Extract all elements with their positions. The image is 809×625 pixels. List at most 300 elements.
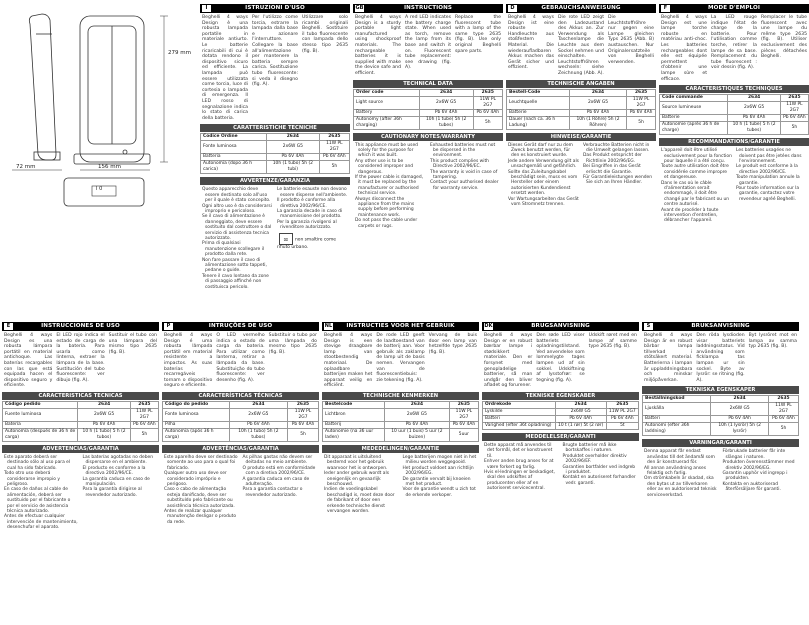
warning-item: Om strömkabeln är skadad, ska den bytas ut av tillverkaren eller av en auktoriserad teknisk serviceverkstad. bbox=[644, 476, 717, 498]
section-title: BRUKSANVISNING bbox=[691, 323, 750, 329]
warning-column bbox=[202, 187, 273, 290]
spec-row bbox=[660, 115, 809, 122]
spec-cell: 5h bbox=[288, 428, 319, 441]
warning-item: Prima di qualsiasi manutenzione scollegare il prodotto dalla rete. bbox=[202, 241, 265, 258]
spec-cell: 5h bbox=[130, 428, 158, 441]
warning-list bbox=[723, 449, 798, 492]
crossed-bin-icon: ⌧ bbox=[279, 233, 293, 245]
warning-item: Para a garantia contactar o revendedor autorizado. bbox=[242, 487, 303, 498]
warning-item: La garanzia decade in caso di manomissione del prodotto. bbox=[277, 208, 343, 220]
warning-title: MEDDELELSER/GARANTI bbox=[482, 433, 639, 441]
warning-item: Garantien bortfalder ved indgreb i produktet. bbox=[562, 464, 636, 475]
spec-cell: 2x6W G5 bbox=[728, 102, 780, 115]
warning-item: L'appareil doit être utilisé exclusivement pour la fonction pour laquelle il a été conçu. bbox=[661, 148, 732, 164]
instruction-columns bbox=[162, 331, 319, 389]
language-code-badge: DK bbox=[484, 323, 493, 329]
warning-item: Antes de realizar qualquer manutenção desligar o produto da rede. bbox=[164, 509, 237, 525]
spec-cell: Pb 6V 4Ah bbox=[267, 154, 320, 161]
instruction-columns bbox=[322, 331, 479, 389]
language-code-badge: GB bbox=[355, 5, 364, 11]
spec-title: CARACTERÍSTICAS TÉCNICAS bbox=[162, 392, 319, 400]
warning-item: A garantia caduca em caso de adulteração. bbox=[242, 476, 310, 487]
language-section-e bbox=[2, 322, 159, 622]
spec-cell: 11W PL 2G7 bbox=[473, 96, 502, 109]
warning-list bbox=[736, 148, 807, 202]
warning-list bbox=[403, 455, 478, 498]
spec-cell: 2635 bbox=[449, 401, 478, 408]
language-section-d bbox=[506, 4, 656, 318]
instruction-paragraph: Den røde LED viser batteriets opladningstilstand. Ved anvendelse som lommelygte tages lampen ud af sin sokkel. Udskiftning af lysstofrør: se tegning (fig. A). bbox=[536, 333, 585, 383]
spec-cell: 11W PL 2G7 bbox=[449, 408, 478, 421]
spec-row bbox=[483, 422, 639, 429]
spec-title: TEKNISKE EGENSKABER bbox=[482, 392, 639, 400]
spec-row bbox=[507, 109, 656, 116]
warning-item: Dieses Gerät darf nur zu dem Zweck benutzt werden, für den es konstruiert wurde. bbox=[508, 142, 573, 159]
spec-row bbox=[660, 102, 809, 115]
warning-item: Vor Wartungsarbeiten das Gerät vom Stromnetz trennen. bbox=[508, 196, 579, 207]
warning-item: Dette apparat må anvendes til det formål, det er konstrueret til. bbox=[484, 442, 553, 459]
spec-title: CARACTERISTICAS TECNICAS bbox=[2, 392, 159, 400]
spec-row bbox=[507, 89, 656, 96]
warning-item: Para la garantía dirigirse al revendedor autorizado. bbox=[82, 487, 142, 498]
warning-columns bbox=[659, 146, 809, 226]
warning-column bbox=[164, 455, 239, 525]
spec-cell: Pb 6V 4Ah bbox=[780, 115, 808, 122]
warning-item: Lege batterijen mogen niet in het milieu worden weggegooid. bbox=[402, 454, 477, 466]
warning-title: MEDEDELINGEN/GARANTIE bbox=[322, 445, 479, 453]
spec-cell: Pb 6V 4Ah bbox=[768, 416, 798, 423]
section-title: INTRUÇÕES DE USO bbox=[208, 323, 273, 329]
warning-column bbox=[661, 148, 732, 224]
instruction-columns bbox=[506, 13, 656, 77]
lamp-drawing bbox=[2, 4, 198, 174]
warning-item: Sollte das Zuleitungskabel beschädigt sein, muss es vom Hersteller oder einem autorisierten Kundendienst ersetzt werden. bbox=[508, 169, 578, 197]
spec-row bbox=[507, 96, 656, 109]
instruction-paragraph: Beghelli 4 ways Design es una robusta lámpara portátil en material antichoque. Las baterías recargables con las que está equipada hacen el dispositivo seguro y eficiente. bbox=[4, 333, 53, 389]
spec-cell: 2x6W G5 bbox=[267, 141, 320, 154]
instruction-paragraph: Per l'utilizzo come torcia, estrarre la lampada dalla base e azionare l'interruttore. Collegare la base all'alimentazione per mantenere la batteria sempre carica. Sostituzione tubo fluorescente: si veda il disegno (fig. A). bbox=[252, 15, 298, 88]
warning-column bbox=[484, 443, 559, 492]
spec-cell: Código do pedido bbox=[163, 401, 230, 408]
section-header bbox=[642, 322, 799, 331]
spec-row bbox=[354, 109, 503, 116]
spec-cell: 2x6W G5 bbox=[385, 408, 450, 421]
warning-item: Exhausted batteries must not be dispersed in the environment. bbox=[430, 142, 496, 159]
spec-cell: Batterij bbox=[323, 421, 385, 428]
warning-item: Always disconnect the appliance from the mains supply before performing maintenance work. bbox=[355, 196, 415, 218]
spec-cell: 2635 bbox=[768, 396, 798, 403]
section-header bbox=[659, 4, 809, 13]
warning-item: This appliance must be used solely for the purpose for which it was built. bbox=[355, 142, 418, 159]
warning-column bbox=[583, 143, 654, 208]
spec-cell: Batteria bbox=[201, 154, 267, 161]
warning-title: HINWEISE/GARANTIE bbox=[506, 133, 656, 141]
warning-item: Se il cavo di alimentazione è danneggiato, deve essere sostituito dal costruttore o dal servizio di assistenza tecnica autorizzato. bbox=[202, 214, 272, 241]
language-code-badge: P bbox=[164, 323, 173, 330]
language-code-badge: I bbox=[202, 5, 211, 12]
spec-table bbox=[642, 395, 799, 436]
language-section-p bbox=[162, 322, 319, 622]
warning-columns bbox=[482, 441, 639, 494]
spec-cell: 2635 bbox=[627, 89, 656, 96]
warning-item: Pour toute information sur la garantie, contactez votre revendeur agréé Beghelli. bbox=[736, 185, 800, 202]
spec-cell: Pb 6V 4Ah bbox=[555, 415, 606, 422]
warning-item: Für Garantieleistungen wenden Sie sich an Ihren Händler. bbox=[583, 174, 653, 186]
warning-item: Verbrauchte Batterien nicht in die Umwelt gelangen lassen. bbox=[583, 142, 650, 153]
warning-title: ADVERTENCIAS/GARANTIA bbox=[2, 445, 159, 453]
spec-cell: Pb 6V 4Ah bbox=[78, 421, 130, 428]
warning-column bbox=[324, 455, 399, 514]
instruction-paragraph: Udskift røret med en lampe af samme type 2635 (fig. B). bbox=[588, 333, 637, 350]
spec-cell: 10h (1 tubo) 5h (2 tubos) bbox=[229, 428, 287, 441]
warning-column bbox=[83, 455, 158, 531]
warning-item: Do not pass the cable under carpets or rugs. bbox=[355, 218, 418, 229]
switch-label: I 0 bbox=[96, 186, 103, 192]
warning-list bbox=[430, 143, 501, 192]
spec-cell: Source lumineuse bbox=[660, 102, 728, 115]
warning-item: Jede andere Verwendung gilt als unsachgemäß und gefährlich. bbox=[508, 158, 579, 170]
spec-title: CARACTERISTIQUES TECHNIQUES bbox=[659, 85, 809, 93]
spec-row bbox=[323, 428, 479, 441]
spec-row bbox=[163, 408, 319, 421]
warning-item: Avant de procéder à toute intervention d'entretien, débrancher l'appareil. bbox=[661, 207, 719, 224]
warning-list bbox=[508, 143, 579, 208]
height-dimension: 279 mm bbox=[168, 50, 191, 56]
spec-cell: 2x6W G5 bbox=[555, 408, 606, 415]
spec-cell: 10h (1 Röhre) 5h (2 Röhren) bbox=[569, 116, 626, 129]
instruction-paragraph: Beghelli 4 ways Design is een stevige draagbare lamp van stootbestendig materiaal. De oplaadbare batterijen maken het apparaat veilig en efficiënt. bbox=[324, 333, 373, 389]
spec-cell: Código pedido bbox=[3, 401, 78, 408]
warning-columns bbox=[162, 453, 319, 527]
spec-cell: Pb 6V 4Ah bbox=[627, 109, 656, 116]
spec-row bbox=[660, 95, 809, 102]
spec-row bbox=[483, 408, 639, 415]
warning-columns bbox=[2, 453, 159, 533]
spec-table bbox=[353, 89, 503, 130]
instruction-paragraph: Beghelli 4 ways Design è una robusta lampada portatile in materiale antiurto. Le batterie ricaricabili di cui è dotata rendono il dispositivo sicuro ed efficiente. La lampada può essere utilizzata come torcia, luce di cortesia o lampada di emergenza. Il LED rosso di segnalazione indica lo stato di carica della batteria. bbox=[202, 15, 248, 121]
spec-row bbox=[163, 428, 319, 441]
warning-item: Las baterías agotadas no deben dispersarse en el ambiente. bbox=[82, 454, 153, 466]
product-figure bbox=[2, 4, 198, 174]
warning-item: Tenere il cavo lontano da zone di passaggio affinché non costituisca pericolo. bbox=[202, 273, 269, 290]
section-title: BRUGSANVISNING bbox=[531, 323, 590, 329]
spec-cell: Pb 6V 4Ah bbox=[473, 109, 502, 116]
section-header bbox=[482, 322, 639, 331]
warning-list bbox=[484, 443, 559, 492]
warning-column bbox=[430, 143, 501, 230]
warning-column bbox=[4, 455, 79, 531]
spec-cell: Batterie bbox=[660, 115, 728, 122]
spec-cell: Pb 6V 4Ah bbox=[130, 421, 158, 428]
section-header bbox=[200, 4, 350, 13]
spec-table bbox=[482, 401, 639, 430]
warning-item: This product complies with Directive 2002/96/EC. bbox=[430, 158, 489, 170]
instruction-paragraph: El LED rojo indica el estado de carga de la batería. Para usarla como linterna, extraer la lámpara de la base. Sustitución del tubo fluorescente: ver dibujo (fig. A). bbox=[56, 333, 105, 383]
spec-cell: 2x6W G5 bbox=[78, 408, 130, 421]
section-title: MODE D'EMPLOI bbox=[707, 5, 761, 11]
spec-row bbox=[643, 403, 799, 416]
spec-cell: 10h (1 tubo) 5h (2 tubi) bbox=[267, 161, 320, 174]
spec-cell: 2x6W G5 bbox=[419, 96, 473, 109]
warning-item: En caso de daños al cable de alimentación, deberá ser sustituido por el fabricante o por el servicio de asistencia técnica autorizado. bbox=[4, 487, 71, 514]
spec-cell: Autonomie (na 36 uur laden) bbox=[323, 428, 385, 441]
spec-row bbox=[323, 408, 479, 421]
spec-row bbox=[660, 122, 809, 135]
spec-row bbox=[201, 161, 350, 174]
spec-cell: 2635 bbox=[130, 401, 158, 408]
instruction-paragraph: Replace the fluorescent tube with a lamp of the same type 2635 (fig. B). Use only original Beghelli spare parts. bbox=[455, 15, 501, 54]
section-title: INSTRUCTIES VOOR HET GEBRUIK bbox=[346, 323, 455, 329]
spec-cell: 11W PL 2G7 bbox=[768, 403, 798, 416]
warning-column bbox=[644, 449, 719, 498]
warning-item: Les batteries usagées ne doivent pas être jetées dans l'environnement. bbox=[736, 148, 802, 164]
instruction-paragraph: La LED rouge indique l'état de charge de la batterie. Pour l'utilisation comme torche, retirer la lampe de sa base. Remplacement du tube fluorescent : voir dessin (fig. A). bbox=[711, 15, 757, 71]
spec-cell: 5h bbox=[627, 116, 656, 129]
instruction-columns bbox=[642, 331, 799, 383]
instruction-paragraph: A red LED indicates the battery charge state. When used as torch, remove the lamp from its base and switch it on. Fluorescent tube replacement: see drawing (fig. A). bbox=[405, 15, 451, 71]
spec-cell: Pb 6V 4Ah bbox=[288, 421, 319, 428]
warning-columns bbox=[200, 185, 350, 292]
warning-item: Contact your authorised dealer for warranty service. bbox=[430, 180, 499, 191]
warning-item: Todo otro uso deberá considerarse impropio y peligroso. bbox=[4, 471, 60, 487]
section-header bbox=[353, 4, 503, 13]
spec-cell: 10h (1 lysrör) 5h (2 lysrör) bbox=[711, 423, 769, 436]
instruction-paragraph: Substituir o tubo por uma lâmpada do mesmo tipo 2635 (fig. B). bbox=[268, 333, 317, 355]
warning-title: CAUTIONARY NOTES/WARRANTY bbox=[353, 133, 503, 141]
spec-cell: Autonomía (después de 36 h de carga) bbox=[3, 428, 78, 441]
instruction-paragraph: Die rote LED zeigt den Ladezustand des Akkus an. Zur Verwendung als Taschenlampe die Leuchte aus dem Sockel nehmen und einschalten. Leuchtstoffröhren wechseln: siehe Zeichnung (Abb. A). bbox=[558, 15, 604, 76]
spec-cell: Batterie bbox=[507, 109, 570, 116]
lamp-side-view bbox=[29, 14, 60, 160]
spec-table bbox=[659, 94, 809, 135]
warning-item: Le produit est conforme à la directive 2002/96/CE. bbox=[736, 164, 798, 175]
spec-row bbox=[201, 141, 350, 154]
spec-cell: Pilha bbox=[163, 421, 230, 428]
spec-cell: 11W PL 2G7 bbox=[780, 102, 808, 115]
warning-title: RECOMMANDATIONS/GARANTIE bbox=[659, 138, 809, 146]
spec-cell: 10 t (1 rør) 5t (2 rør) bbox=[555, 422, 606, 429]
warning-columns bbox=[506, 141, 656, 210]
spec-cell: 10 h (1 tubo) 5 h (2 tubos) bbox=[78, 428, 130, 441]
section-title: GEBRAUCHSANWEISUNG bbox=[541, 5, 621, 11]
spec-cell: Ljuskälla bbox=[643, 403, 711, 416]
warning-item: Enhver anden brug anses for at være forkert og farlig. bbox=[484, 459, 554, 470]
instruction-paragraph: O LED vermelho indica o estado de carga da bateria. Para utilizar como lanterna, retirar a lâmpada da base. Substituição do tubo fluorescente: ver desenho (fig. A). bbox=[216, 333, 265, 383]
section-title: INSTRUCCIONES DE USO bbox=[41, 323, 120, 329]
spec-row bbox=[323, 401, 479, 408]
spec-cell: 2634 bbox=[267, 134, 320, 141]
warning-item: Produktet overholder direktiv 2002/96/EF. bbox=[562, 453, 627, 465]
crossed-bin-label: non smaltire come rifiuto urbano. bbox=[277, 237, 336, 250]
warning-column bbox=[508, 143, 579, 208]
language-section-nl bbox=[322, 322, 479, 622]
spec-row bbox=[3, 408, 159, 421]
warning-list bbox=[243, 455, 318, 498]
spec-title: TECHNISCHE ANGABEN bbox=[506, 80, 656, 88]
spec-cell: Fonte luminosa bbox=[163, 408, 230, 421]
spec-cell: 2x6W G5 bbox=[569, 96, 626, 109]
width-dimension: 72 mm bbox=[16, 164, 36, 170]
instruction-paragraph: Utilizzare solo ricambi originali Beghelli. Sostituire il tubo fluorescente con lampada dello stesso tipo 2635 (fig. B). bbox=[302, 15, 348, 54]
warning-item: Garantin upphör vid ingrepp i produkten. bbox=[722, 470, 788, 482]
spec-cell: Fonte luminosa bbox=[201, 141, 267, 154]
warning-item: Kontakt en autoriseret forhandler vedr. garanti. bbox=[562, 475, 636, 486]
warning-item: Any other use is to be considered improper and dangerous. bbox=[355, 158, 414, 175]
spec-cell: Pb 6V 4Ah bbox=[728, 115, 780, 122]
spec-cell: 11W PL 2G7 bbox=[606, 408, 638, 415]
instruction-columns bbox=[659, 13, 809, 82]
spec-row bbox=[643, 416, 799, 423]
spec-title: CARATTERISTICHE TECNICHE bbox=[200, 124, 350, 132]
section-header bbox=[506, 4, 656, 13]
switch-inset bbox=[4, 174, 200, 210]
warning-columns bbox=[353, 141, 503, 232]
spec-title: TECHNISCHE KENMERKEN bbox=[322, 392, 479, 400]
spec-cell: 2x6W G5 bbox=[711, 403, 769, 416]
warning-list bbox=[355, 143, 426, 230]
instruction-paragraph: Beghelli 4 ways Design est une lampe torche robuste en matériau anti-choc. Les batteries rechargeables dont elle est équipée permettent d'obtenir une lampe sûre et efficace. bbox=[661, 15, 707, 82]
spec-cell: 2634 bbox=[229, 401, 287, 408]
spec-cell: 5uur bbox=[449, 428, 478, 441]
warning-item: Este aparelho deve ser destinado somente ao uso para o qual foi fabricado. bbox=[164, 454, 238, 471]
instruction-paragraph: Sustituir el tubo con una lámpara del mismo tipo 2635 (fig. B). bbox=[108, 333, 157, 355]
spec-cell: Varighed (efter 36t opladning) bbox=[483, 422, 556, 429]
warning-item: Questo apparecchio deve essere destinato solo all'uso per il quale è stato concepito. bbox=[202, 187, 271, 204]
warning-item: Il prodotto è conforme alla direttiva 2002/96/CE. bbox=[277, 198, 336, 209]
warning-item: Ieder ander gebruik wordt als oneigenlijk en gevaarlijk beschouwd. bbox=[324, 471, 389, 487]
warning-item: Per la garanzia rivolgersi al rivenditore autorizzato. bbox=[277, 219, 337, 231]
switch-drawing bbox=[4, 174, 200, 210]
warning-item: Bei Eingriffen in das Gerät erlischt die Garantie. bbox=[583, 164, 641, 175]
spec-table bbox=[506, 89, 656, 130]
spec-cell: Pb 6V 4Ah bbox=[569, 109, 626, 116]
warning-column bbox=[243, 455, 318, 525]
lamp-front-view bbox=[74, 16, 150, 164]
spec-cell: 2634 bbox=[711, 396, 769, 403]
warning-item: Das Produkt entspricht der Richtlinie 2002/96/EG. bbox=[583, 153, 642, 164]
spec-cell: Batería bbox=[3, 421, 78, 428]
spec-cell: 2x6W G5 bbox=[229, 408, 287, 421]
spec-cell: Leuchtquelle bbox=[507, 96, 570, 109]
warning-item: All annan användning anses felaktig och farlig. bbox=[644, 465, 707, 476]
spec-cell: Batteri bbox=[643, 416, 711, 423]
spec-cell: Autonomia (dopo 36 h carica) bbox=[201, 161, 267, 174]
spec-cell: Order code bbox=[354, 89, 420, 96]
spec-table bbox=[162, 401, 319, 442]
warning-list bbox=[83, 455, 158, 498]
instruction-paragraph: Den röda lysdioden visar batteriets laddningsstatus. Vid användning som ficklampa tas lampan ur sin sockel. Byte av lysrör: se ritning (fig. A). bbox=[696, 333, 745, 383]
spec-table bbox=[322, 401, 479, 442]
spec-cell: Lichtbron bbox=[323, 408, 385, 421]
warning-item: Dans le cas où le câble d'alimentation serait endommagé, il doit être changé par le fabricant ou un centre autorisé. bbox=[661, 180, 730, 208]
spec-row bbox=[163, 421, 319, 428]
instruction-paragraph: Die Leuchtstoffröhre nur gegen eine Lampe gleichen Typs 2635 (Abb. B) austauschen. Nur Originalersatzteile von Beghelli verwenden. bbox=[608, 15, 654, 65]
warning-item: Toute autre utilisation doit être considérée comme impropre et dangereuse. bbox=[661, 164, 729, 181]
spec-cell: Autonomy (after 36h charging) bbox=[354, 116, 420, 129]
warning-item: De garantie vervalt bij knoeien met het product. bbox=[402, 476, 471, 487]
section-header bbox=[162, 322, 319, 331]
instruction-paragraph: Beghelli 4 ways Design is a sturdy portable light manufactured using shockproof materials. The rechargeable batteries it is supplied with make the device safe and efficient. bbox=[355, 15, 401, 76]
warning-item: Qualquer outro uso deve ser considerado impróprio e perigoso. bbox=[164, 471, 227, 487]
warning-columns bbox=[642, 447, 799, 500]
spec-row bbox=[3, 428, 159, 441]
section-header bbox=[2, 322, 159, 331]
spec-cell: 2635 bbox=[473, 89, 502, 96]
spec-cell: 2634 bbox=[728, 95, 780, 102]
warning-column bbox=[736, 148, 807, 224]
length-dimension: 156 mm bbox=[98, 164, 121, 170]
spec-cell: Pb 6V 4Ah bbox=[606, 415, 638, 422]
instruction-columns bbox=[353, 13, 503, 77]
warning-list bbox=[4, 455, 79, 531]
spec-cell: Light source bbox=[354, 96, 420, 109]
spec-cell: Autonomia (após 36 h carga) bbox=[163, 428, 230, 441]
spec-cell: 5t bbox=[606, 422, 638, 429]
warning-list bbox=[324, 455, 399, 514]
warning-item: Toute manipulation annule la garantie. bbox=[736, 175, 800, 186]
spec-row bbox=[643, 423, 799, 436]
warning-item: Dit apparaat is uitsluitend bestemd voor het gebruik waarvoor het is ontworpen. bbox=[324, 454, 388, 471]
spec-table bbox=[2, 401, 159, 442]
warning-item: Indien de voedingskabel beschadigd is, moet deze door de fabrikant of door een erkende technische dienst vervangen worden. bbox=[324, 487, 395, 514]
warning-item: Brugte batterier må ikke bortskaffes i naturen. bbox=[562, 442, 617, 454]
warning-columns bbox=[322, 453, 479, 516]
warning-item: Denna apparat får endast användas till det ändamål som den är konstruerad för. bbox=[644, 449, 715, 466]
spec-row bbox=[354, 96, 503, 109]
warning-title: AVVERTENZE/GARANZIA bbox=[200, 177, 350, 185]
warning-item: Non fare passare il cavo di alimentazione sotto tappeti, pedane o guide. bbox=[202, 257, 267, 274]
language-code-badge: F bbox=[661, 5, 670, 12]
spec-cell: Dauer (nach ca. 36 h Ladung) bbox=[507, 116, 570, 129]
warning-column bbox=[723, 449, 798, 498]
spec-cell: Battery bbox=[354, 109, 420, 116]
spec-cell: Pb 6V 4Ah bbox=[711, 416, 769, 423]
warning-title: ADVERTÊNCIAS/GARANTIA bbox=[162, 445, 319, 453]
spec-cell: Pb 6V 4Ah bbox=[419, 109, 473, 116]
spec-cell: 2634 bbox=[419, 89, 473, 96]
instruction-paragraph: De rode LED geeft de laadtoestand van de batterij aan. Voor gebruik als zaklamp de lamp uit de basis nemen. Vervangen van de fluorescentiebuis: zie tekening (fig. A). bbox=[376, 333, 425, 383]
spec-row bbox=[201, 134, 350, 141]
language-section-gb bbox=[353, 4, 503, 318]
spec-row bbox=[3, 421, 159, 428]
instruction-paragraph: Vervang de buis door een lamp van hetzelfde type 2635 (fig. B). bbox=[428, 333, 477, 355]
spec-cell: 11W PL 2G7 bbox=[319, 141, 349, 154]
instruction-columns bbox=[2, 331, 159, 389]
warning-item: Het product voldoet aan richtlijn 2002/96/EG. bbox=[402, 465, 474, 477]
instruction-columns bbox=[200, 13, 350, 121]
warning-list bbox=[563, 443, 638, 486]
warning-item: If the power cable is damaged, it must be replaced by the manufacturer or authorised technical service. bbox=[355, 174, 424, 197]
spec-cell: 2635 bbox=[319, 134, 349, 141]
spec-cell: 5h bbox=[780, 122, 808, 135]
warning-item: The warranty is void in case of tampering. bbox=[430, 169, 498, 180]
spec-cell: 2635 bbox=[288, 401, 319, 408]
spec-cell: Beställningskod bbox=[643, 396, 711, 403]
warning-list bbox=[164, 455, 239, 525]
warning-list bbox=[277, 187, 348, 230]
spec-cell: Code commande bbox=[660, 95, 728, 102]
section-header bbox=[322, 322, 479, 331]
spec-cell: 11W PL 2G7 bbox=[627, 96, 656, 109]
spec-row bbox=[163, 401, 319, 408]
language-code-badge: S bbox=[644, 323, 653, 330]
crossed-bin-note bbox=[277, 233, 348, 250]
warning-title: VARNINGAR/GARANTI bbox=[642, 439, 799, 447]
spec-cell: Bestell-Code bbox=[507, 89, 570, 96]
spec-cell: Batteri bbox=[483, 415, 556, 422]
language-section-f bbox=[659, 4, 809, 318]
spec-cell: Ordrekode bbox=[483, 401, 556, 408]
